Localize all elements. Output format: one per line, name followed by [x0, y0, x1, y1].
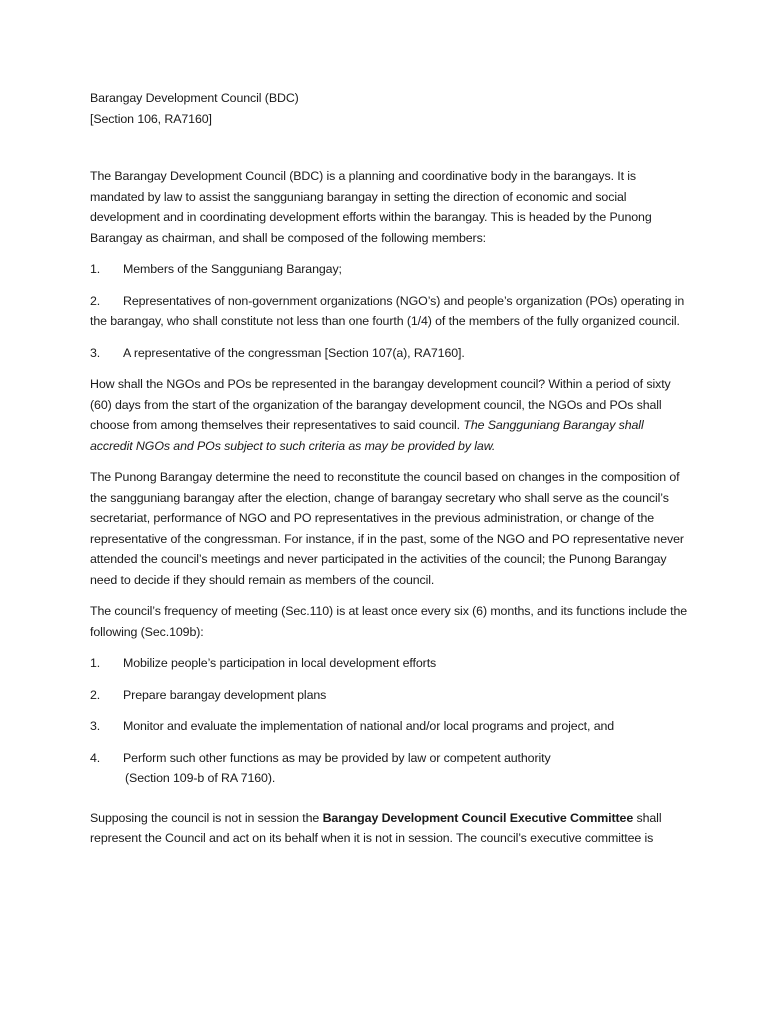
list-item [90, 259, 688, 280]
list-item [90, 748, 688, 789]
list-number: 1. [90, 262, 101, 276]
functions-list [90, 653, 688, 789]
list-item [90, 685, 688, 706]
members-list [90, 259, 688, 363]
list-number: 4. [90, 750, 101, 765]
exec-rest: shall represent the Council and act on its behalf when it is not in session. The council’s executive committee is [90, 810, 662, 845]
list-text: A representative of the congressman [Section 107(a), RA7160]. [123, 345, 465, 360]
list-text: Members of the Sangguniang Barangay; [123, 262, 342, 276]
list-number: 3. [90, 719, 101, 733]
section-reference: [Section 106, RA7160] [90, 111, 212, 126]
list-number: 2. [90, 687, 101, 702]
reconstitute-paragraph: The Punong Barangay determine the need to reconstitute the council based on changes in the composition of the sangguniang barangay after the election, change of barangay secretary who shall serve as the council’s secretariat, performance of NGO and PO representatives in the previous administration, or change of the representative of the congressman. For instance, if in the past, some of the NGO and PO representative never attended the council’s meetings and never participated in the activities of the council; the Punong Barangay need to decide if they should remain as members of the council. [90, 470, 684, 587]
list-text-continuation: (Section 109-b of RA 7160). [125, 771, 276, 785]
list-number: 1. [90, 656, 101, 670]
intro-paragraph: The Barangay Development Council (BDC) is a planning and coordinative body in the barangays. It is mandated by law to assist the sangguniang barangay in setting the direction of economic and social development and in coordinating development efforts within the barangay. This is headed by the Punong Barangay as chairman, and shall be composed of the following members: [90, 169, 652, 245]
list-item [90, 716, 688, 737]
list-text: Monitor and evaluate the implementation of national and/or local programs and project, and [123, 719, 615, 733]
ngo-question: How shall the NGOs and POs be represented in the barangay development council? [90, 377, 546, 391]
frequency-paragraph: The council’s frequency of meeting (Sec.110) is at least once every six (6) months, and its functions include the following (Sec.109b): [90, 604, 688, 639]
list-text: Mobilize people’s participation in local development efforts [123, 656, 437, 670]
list-text: Prepare barangay development plans [123, 687, 327, 702]
exec-lead: Supposing the council is not in session the [90, 810, 323, 825]
exec-committee-name: Barangay Development Council Executive Committee [322, 810, 634, 825]
executive-committee-paragraph [90, 808, 688, 849]
document-heading [90, 88, 688, 129]
list-number: 3. [90, 345, 101, 360]
document-title: Barangay Development Council (BDC) [90, 91, 299, 105]
list-item [90, 343, 688, 364]
list-text: Perform such other functions as may be provided by law or competent authority [123, 750, 551, 765]
list-item [90, 291, 688, 332]
list-item [90, 653, 688, 674]
list-number: 2. [90, 293, 101, 308]
list-text: Representatives of non-government organizations (NGO’s) and people’s organization (POs) operating in the barangay, who shall constitute not less than one fourth (1/4) of the members of the fully organized council. [90, 293, 685, 328]
ngo-representation-paragraph [90, 374, 688, 456]
ngo-accreditation-note: The Sangguniang Barangay shall accredit NGOs and POs subject to such criteria as may be provided by law. [90, 418, 644, 453]
ngo-answer: Within a period of sixty (60) days from the start of the organization of the barangay development council, the NGOs and POs shall choose from among themselves their representatives to said council. [90, 377, 671, 432]
